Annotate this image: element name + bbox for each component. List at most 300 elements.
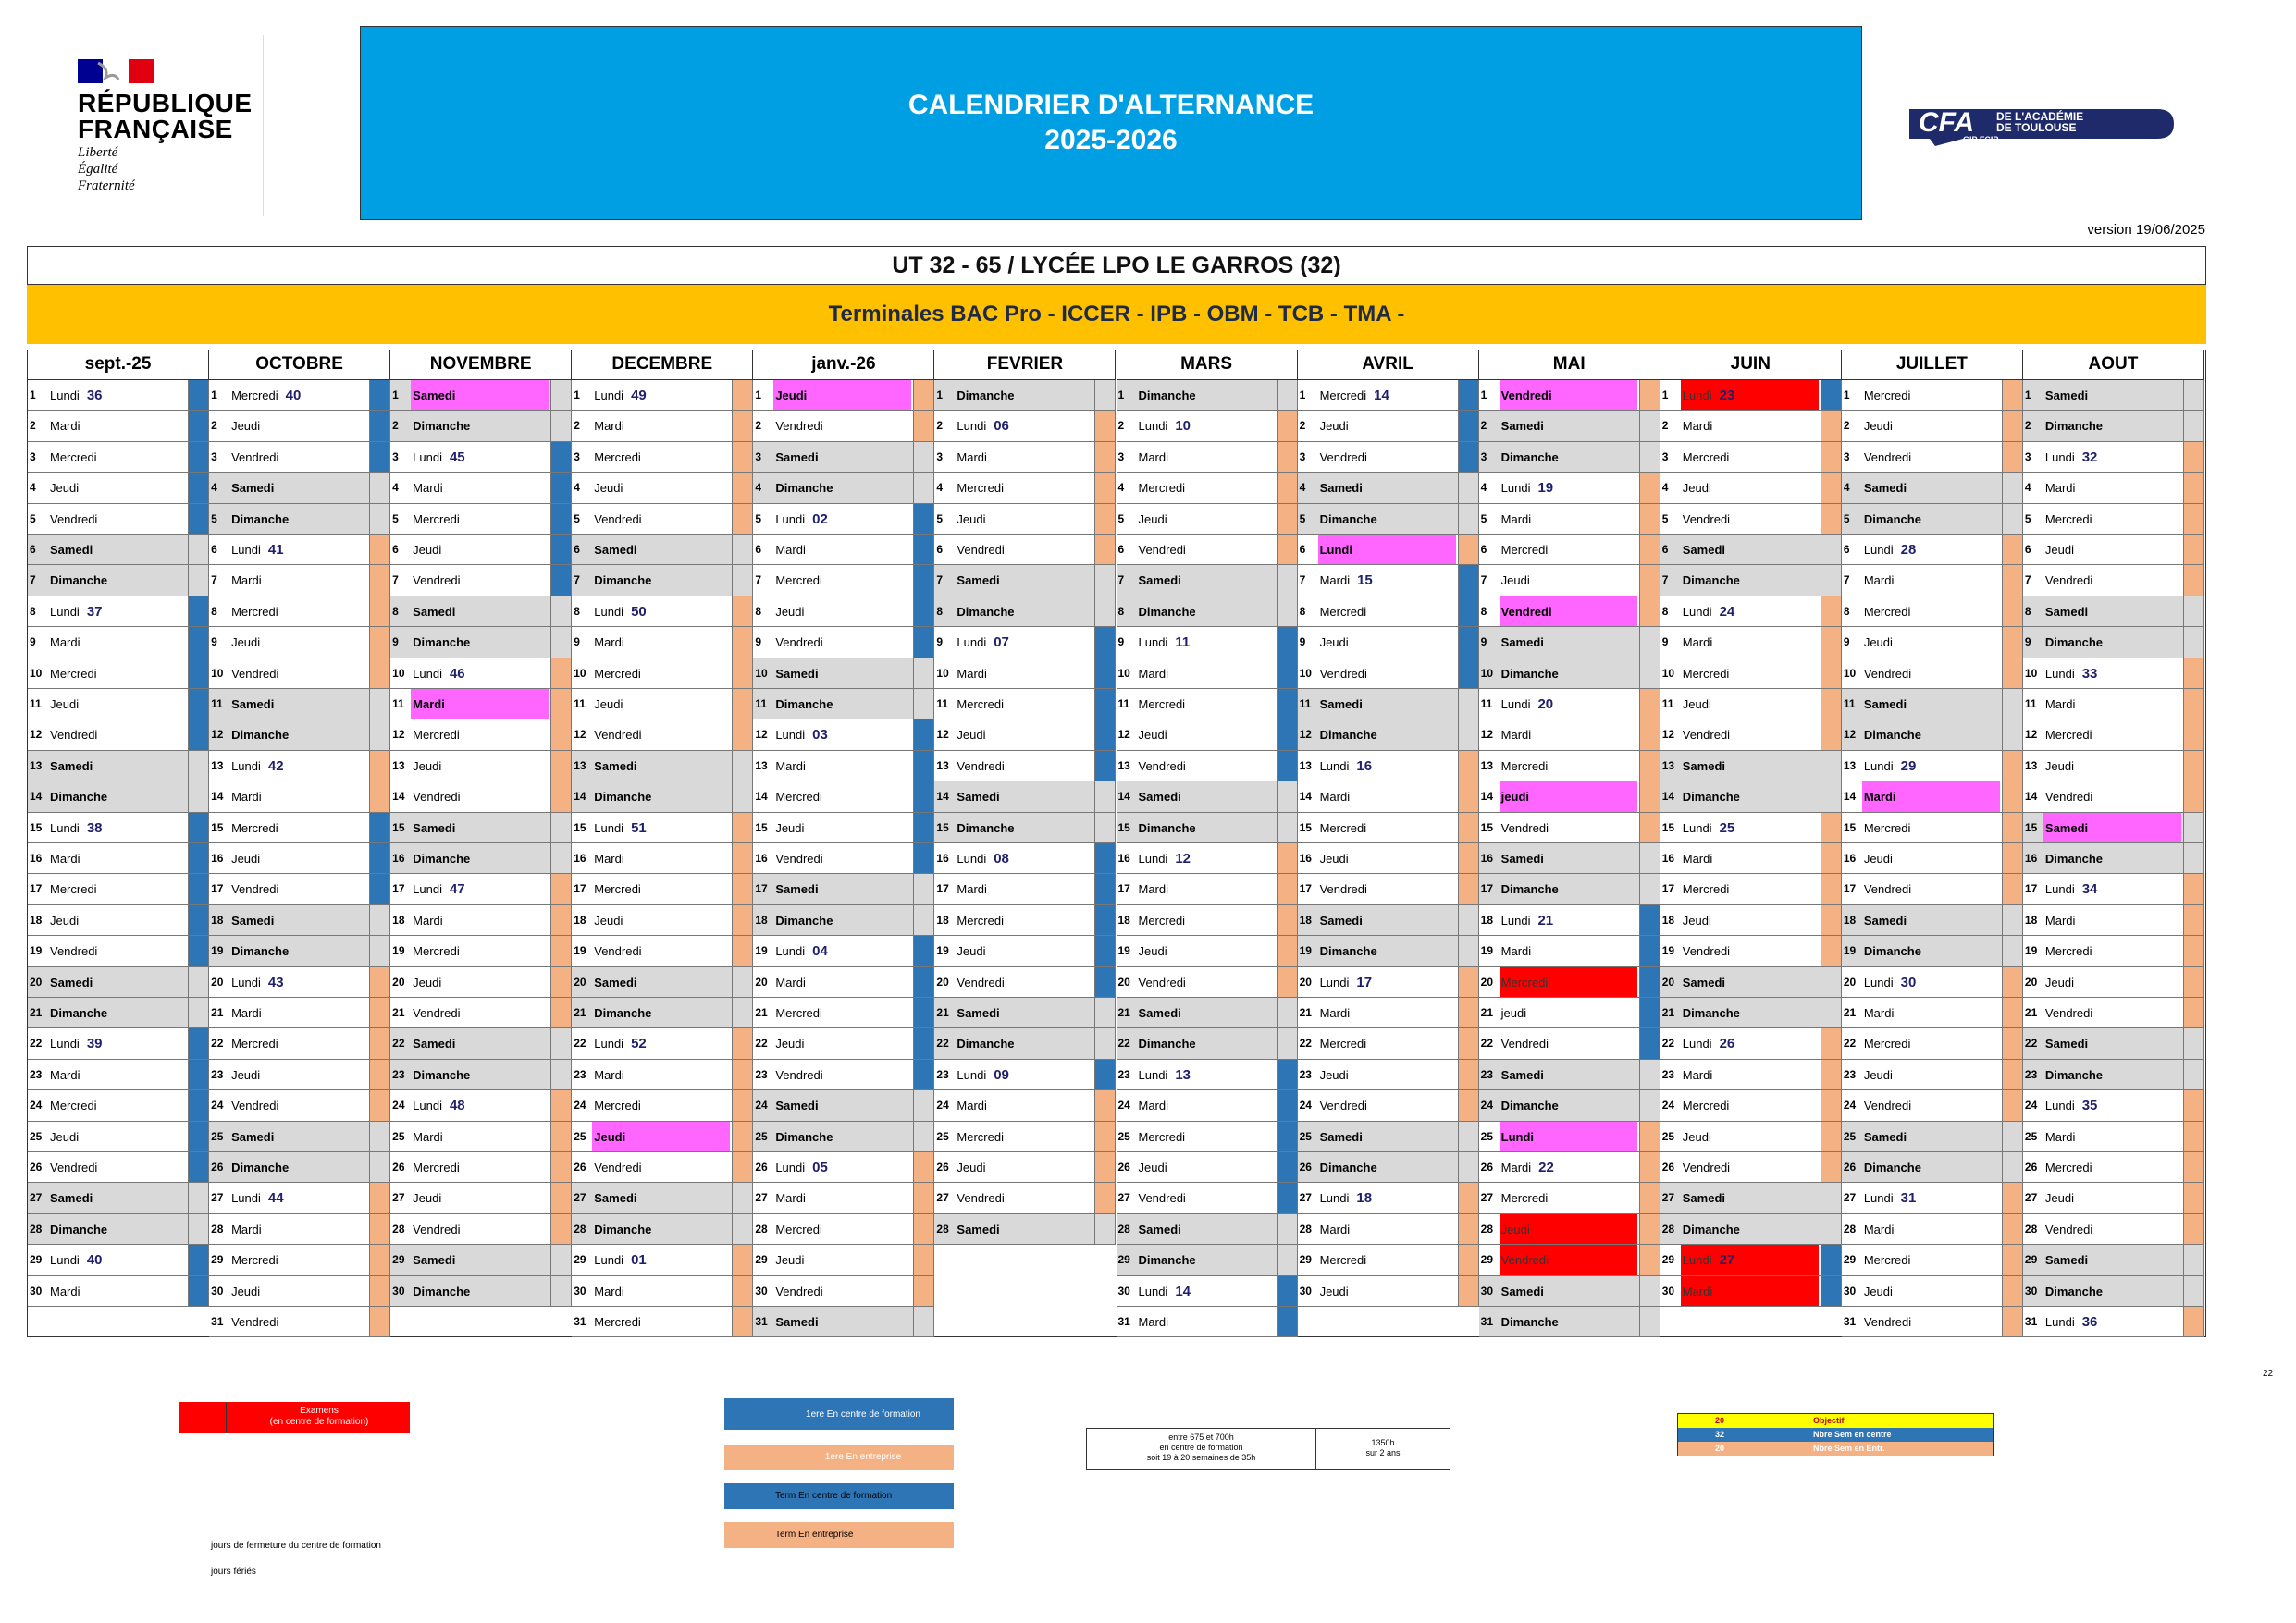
day-name: Jeudi [1138, 944, 1167, 959]
day-name: Mardi [413, 1129, 443, 1144]
period-stripe [2183, 874, 2203, 904]
day-label [1500, 411, 1637, 440]
day-cell [1479, 719, 1660, 750]
period-stripe [1458, 689, 1478, 719]
day-number: 16 [2024, 852, 2038, 865]
day-name: Lundi [957, 635, 987, 650]
period-stripe [732, 689, 752, 719]
day-label [229, 627, 367, 657]
period-stripe [1821, 627, 1841, 657]
day-number: 5 [1299, 511, 1306, 525]
day-name: Lundi [1863, 758, 1894, 773]
day-name: Mardi [1863, 1222, 1895, 1236]
day-cell [572, 751, 753, 781]
period-stripe [369, 843, 389, 873]
day-name: Dimanche [413, 635, 471, 650]
day-label [1862, 627, 2000, 657]
day-cell [1479, 874, 1660, 904]
day-number: 2 [392, 419, 399, 433]
day-number: 4 [936, 481, 944, 495]
period-stripe [732, 719, 752, 749]
day-number: 17 [755, 882, 768, 896]
day-cell [1298, 380, 1479, 411]
day-number: 25 [574, 1129, 586, 1143]
day-number: 7 [1299, 573, 1306, 587]
week-number: 44 [267, 1190, 284, 1207]
day-cell [753, 781, 934, 812]
day-label [1862, 874, 2000, 904]
period-stripe [550, 565, 571, 595]
month-header: MARS [1117, 350, 1298, 380]
period-stripe [1094, 998, 1115, 1027]
day-name: Samedi [1500, 1067, 1544, 1082]
week-number: 09 [994, 1066, 1009, 1083]
day-cell [934, 1060, 1116, 1090]
day-label [773, 565, 911, 595]
day-number: 1 [211, 388, 217, 401]
day-number: 4 [755, 481, 762, 495]
day-cell [1479, 1214, 1660, 1245]
day-number: 26 [1117, 1161, 1130, 1174]
day-number: 16 [1480, 852, 1494, 865]
day-cell [1298, 843, 1479, 874]
day-label [48, 535, 186, 564]
day-cell [209, 411, 390, 441]
day-name: Vendredi [2044, 1006, 2093, 1020]
day-number: 17 [1117, 882, 1130, 896]
period-stripe [732, 1307, 752, 1336]
period-stripe [369, 504, 389, 534]
day-name: Lundi [775, 1161, 806, 1174]
day-label [2043, 843, 2181, 873]
week-number: 06 [994, 418, 1009, 435]
week-number: 14 [1374, 387, 1389, 403]
day-cell [1660, 967, 1842, 998]
day-label [2043, 627, 2181, 657]
month-header: JUIN [1660, 350, 1842, 380]
period-stripe [1821, 473, 1841, 502]
period-stripe [1094, 874, 1115, 904]
day-cell [934, 781, 1116, 812]
day-name: Jeudi [50, 481, 80, 496]
day-name: Lundi [231, 1191, 261, 1206]
day-cell [28, 1122, 209, 1152]
period-stripe [1821, 1090, 1841, 1120]
day-name: Samedi [413, 1037, 456, 1051]
day-cell [1117, 967, 1298, 998]
period-stripe [1277, 1307, 1297, 1336]
day-number: 19 [574, 944, 586, 958]
day-cell [934, 874, 1116, 904]
day-label [1500, 658, 1637, 688]
day-label [2043, 535, 2181, 564]
day-cell [209, 1090, 390, 1121]
day-label [1681, 658, 1819, 688]
day-name: Dimanche [413, 1067, 471, 1082]
period-stripe [1094, 843, 1115, 873]
day-label [1318, 1060, 1456, 1089]
day-label [411, 689, 549, 719]
day-cell [753, 813, 934, 843]
period-stripe [1639, 535, 1660, 564]
day-number: 8 [30, 604, 36, 618]
day-cell [1660, 719, 1842, 750]
day-name: Vendredi [1863, 1099, 1912, 1113]
day-name: Mardi [1319, 1006, 1351, 1020]
day-name: Samedi [1500, 852, 1544, 866]
day-number: 14 [1661, 790, 1675, 804]
day-name: Vendredi [231, 449, 279, 464]
period-stripe [1821, 874, 1841, 904]
day-number: 9 [574, 635, 580, 649]
day-number: 18 [1480, 913, 1494, 927]
period-stripe [732, 411, 752, 440]
day-label [1318, 535, 1456, 564]
period-stripe [188, 1276, 208, 1306]
day-label [1500, 998, 1637, 1027]
day-cell [209, 905, 390, 936]
day-cell [1298, 813, 1479, 843]
day-name: Mercredi [1863, 1037, 1911, 1051]
week-number: 01 [631, 1252, 647, 1269]
period-stripe [1639, 1060, 1660, 1089]
day-number: 1 [1843, 388, 1850, 401]
day-label [411, 380, 549, 410]
day-cell [1117, 813, 1298, 843]
day-number: 29 [1299, 1253, 1312, 1267]
day-number: 14 [211, 790, 224, 804]
day-label [773, 719, 911, 749]
month-header: OCTOBRE [209, 350, 390, 380]
day-cell [934, 627, 1116, 658]
day-cell [1117, 843, 1298, 874]
day-cell [28, 905, 209, 936]
day-label [1137, 1090, 1275, 1120]
period-stripe [2002, 565, 2022, 595]
day-cell [390, 998, 572, 1028]
day-cell [572, 1028, 753, 1059]
day-cell [2023, 1307, 2204, 1337]
day-name: Vendredi [1138, 758, 1186, 773]
day-number: 12 [2024, 728, 2038, 742]
period-stripe [1277, 411, 1297, 440]
period-stripe [1094, 380, 1115, 410]
period-stripe [1821, 1245, 1841, 1274]
day-name: Dimanche [1863, 944, 1921, 959]
day-number: 19 [392, 944, 405, 958]
day-number: 20 [1117, 975, 1130, 989]
day-name: Lundi [594, 388, 624, 402]
day-cell [28, 565, 209, 596]
period-stripe [1821, 380, 1841, 410]
period-stripe [732, 1122, 752, 1151]
day-label [1137, 1060, 1275, 1089]
day-number: 30 [1480, 1284, 1494, 1297]
day-number: 28 [755, 1222, 768, 1236]
day-number: 10 [1843, 666, 1857, 680]
day-number: 20 [1480, 975, 1494, 989]
week-number: 18 [1356, 1190, 1373, 1207]
day-cell [934, 658, 1116, 689]
period-stripe [1639, 874, 1660, 904]
day-name: Mercredi [50, 882, 97, 897]
day-label [229, 658, 367, 688]
period-stripe [2002, 535, 2022, 564]
day-label [1862, 442, 2000, 472]
day-name: Mardi [957, 449, 987, 464]
day-cell [2023, 998, 2204, 1028]
day-label [773, 1214, 911, 1244]
day-cell [2023, 596, 2204, 627]
period-stripe [1277, 658, 1297, 688]
day-name: Vendredi [594, 511, 642, 526]
period-stripe [2183, 905, 2203, 935]
day-label [1681, 1214, 1819, 1244]
day-name: Lundi [1682, 604, 1712, 619]
period-stripe [369, 1245, 389, 1274]
period-stripe [1821, 998, 1841, 1027]
day-label [229, 1060, 367, 1089]
day-cell [934, 998, 1116, 1028]
day-name: Jeudi [775, 1253, 805, 1268]
day-cell [572, 473, 753, 503]
day-name: Lundi [1863, 975, 1894, 990]
day-label [773, 998, 911, 1027]
period-stripe [2183, 781, 2203, 811]
day-cell [1842, 380, 2023, 411]
day-label [1137, 380, 1275, 410]
period-stripe [188, 751, 208, 781]
period-stripe [2002, 843, 2022, 873]
period-stripe [550, 1152, 571, 1182]
day-label [773, 1090, 911, 1120]
day-name: Mardi [413, 481, 443, 496]
day-cell [572, 535, 753, 565]
period-stripe [1458, 1028, 1478, 1058]
period-stripe [1458, 565, 1478, 595]
day-number: 15 [755, 820, 768, 834]
period-stripe [188, 504, 208, 534]
day-label [1318, 751, 1456, 781]
day-number: 26 [755, 1161, 768, 1174]
period-stripe [188, 1122, 208, 1151]
day-label [229, 411, 367, 440]
day-cell [390, 473, 572, 503]
day-label [592, 565, 730, 595]
day-name: Samedi [1682, 758, 1725, 773]
day-number: 13 [574, 758, 586, 772]
period-stripe [1277, 1183, 1297, 1212]
period-stripe [2002, 473, 2022, 502]
day-name: Samedi [1138, 1006, 1181, 1020]
day-number: 27 [755, 1191, 768, 1205]
day-name: Mercredi [1682, 1099, 1730, 1113]
day-label [1500, 1307, 1637, 1336]
day-label [1500, 781, 1637, 811]
period-stripe [188, 1183, 208, 1212]
day-label [955, 843, 1092, 873]
day-name: Dimanche [957, 820, 1015, 835]
day-cell [2023, 813, 2204, 843]
day-label [1137, 813, 1275, 842]
day-number: 22 [574, 1037, 586, 1051]
period-stripe [1277, 473, 1297, 502]
period-stripe [2002, 719, 2022, 749]
day-label [773, 1307, 911, 1336]
day-label [2043, 1183, 2181, 1212]
day-number: 3 [936, 449, 944, 463]
day-name: Mardi [2044, 697, 2076, 711]
day-cell [753, 689, 934, 719]
day-cell [572, 689, 753, 719]
day-label [48, 813, 186, 842]
period-stripe [732, 658, 752, 688]
day-label [1681, 967, 1819, 997]
day-number: 7 [574, 573, 580, 587]
day-cell [1298, 967, 1479, 998]
day-name: Vendredi [775, 1284, 823, 1298]
day-label [2043, 411, 2181, 440]
day-cell [1117, 473, 1298, 503]
day-cell [390, 565, 572, 596]
day-label [411, 473, 549, 502]
day-name: Dimanche [1500, 1099, 1559, 1113]
day-label [1500, 843, 1637, 873]
day-cell [934, 936, 1116, 966]
day-number: 27 [211, 1191, 224, 1205]
day-label [48, 1214, 186, 1244]
day-name: Vendredi [1500, 1037, 1549, 1051]
day-cell [390, 442, 572, 473]
day-cell [209, 1152, 390, 1183]
day-name: Mercredi [1863, 388, 1911, 402]
day-number: 25 [1661, 1129, 1675, 1143]
day-cell [753, 1060, 934, 1090]
day-label [1500, 813, 1637, 842]
day-label [955, 1183, 1092, 1212]
period-stripe [732, 1276, 752, 1306]
day-label [773, 473, 911, 502]
day-label [1500, 751, 1637, 781]
day-name: Mardi [1319, 790, 1351, 805]
period-stripe [1277, 1276, 1297, 1306]
day-label [411, 967, 549, 997]
day-number: 11 [1480, 697, 1493, 710]
day-name: Jeudi [1500, 573, 1530, 588]
day-number: 13 [1843, 758, 1857, 772]
day-number: 3 [1299, 449, 1306, 463]
period-stripe [188, 781, 208, 811]
day-number: 8 [755, 604, 762, 618]
day-cell [209, 998, 390, 1028]
day-number: 21 [1299, 1006, 1312, 1019]
day-cell [753, 627, 934, 658]
day-cell [753, 411, 934, 441]
day-name: Samedi [1500, 1284, 1544, 1298]
day-label [48, 565, 186, 595]
week-number: 05 [812, 1160, 828, 1175]
period-stripe [369, 596, 389, 626]
day-name: Mercredi [1319, 388, 1367, 402]
period-stripe [2002, 998, 2022, 1027]
period-stripe [2183, 565, 2203, 595]
day-label [48, 504, 186, 534]
day-cell [753, 998, 934, 1028]
day-cell [1117, 596, 1298, 627]
day-name: Vendredi [957, 758, 1005, 773]
day-label [955, 1060, 1092, 1089]
day-name: Lundi [1500, 697, 1531, 711]
period-stripe [1639, 998, 1660, 1027]
day-name: Jeudi [1863, 1284, 1893, 1298]
day-label [1862, 967, 2000, 997]
period-stripe [1458, 905, 1478, 935]
day-label [1318, 1276, 1456, 1306]
day-name: Mercredi [50, 449, 97, 464]
day-number: 15 [936, 820, 949, 834]
day-label [1681, 843, 1819, 873]
day-name: Dimanche [957, 604, 1015, 619]
day-name: Samedi [1500, 419, 1544, 434]
day-cell [1298, 596, 1479, 627]
week-number: 04 [812, 943, 828, 960]
day-cell [1298, 1183, 1479, 1213]
day-number: 10 [392, 666, 405, 680]
day-number: 15 [574, 820, 586, 834]
period-stripe [2183, 658, 2203, 688]
day-label [48, 1060, 186, 1089]
day-number: 26 [392, 1161, 405, 1174]
day-number: 6 [211, 543, 217, 556]
day-number: 10 [755, 666, 768, 680]
period-stripe [369, 751, 389, 781]
day-label [1318, 843, 1456, 873]
day-label [1137, 967, 1275, 997]
day-number: 12 [574, 728, 586, 742]
day-name: Dimanche [50, 1006, 108, 1020]
day-number: 6 [1661, 543, 1669, 556]
day-name: Vendredi [2044, 790, 2093, 805]
day-name: Samedi [231, 913, 275, 928]
day-number: 20 [30, 975, 43, 989]
day-cell [390, 874, 572, 904]
day-cell [28, 1152, 209, 1183]
day-cell [390, 719, 572, 750]
day-number: 3 [574, 449, 580, 463]
day-name: Dimanche [1138, 1037, 1196, 1051]
day-cell [572, 781, 753, 812]
day-number: 24 [392, 1099, 405, 1113]
day-cell [28, 596, 209, 627]
day-name: Mardi [231, 790, 262, 805]
day-number: 23 [755, 1067, 768, 1081]
day-number: 4 [30, 481, 36, 495]
period-stripe [1821, 967, 1841, 997]
day-name: Samedi [1319, 1129, 1363, 1144]
day-name: Dimanche [1500, 449, 1559, 464]
day-name: Vendredi [1500, 820, 1549, 835]
day-cell [209, 1307, 390, 1337]
period-stripe [1639, 1183, 1660, 1212]
day-number: 27 [574, 1191, 586, 1205]
period-stripe [732, 1152, 752, 1182]
day-label [773, 627, 911, 657]
period-stripe [1094, 781, 1115, 811]
day-label [48, 874, 186, 904]
day-label [1318, 504, 1456, 534]
period-stripe [369, 380, 389, 410]
day-number: 4 [1480, 481, 1487, 495]
